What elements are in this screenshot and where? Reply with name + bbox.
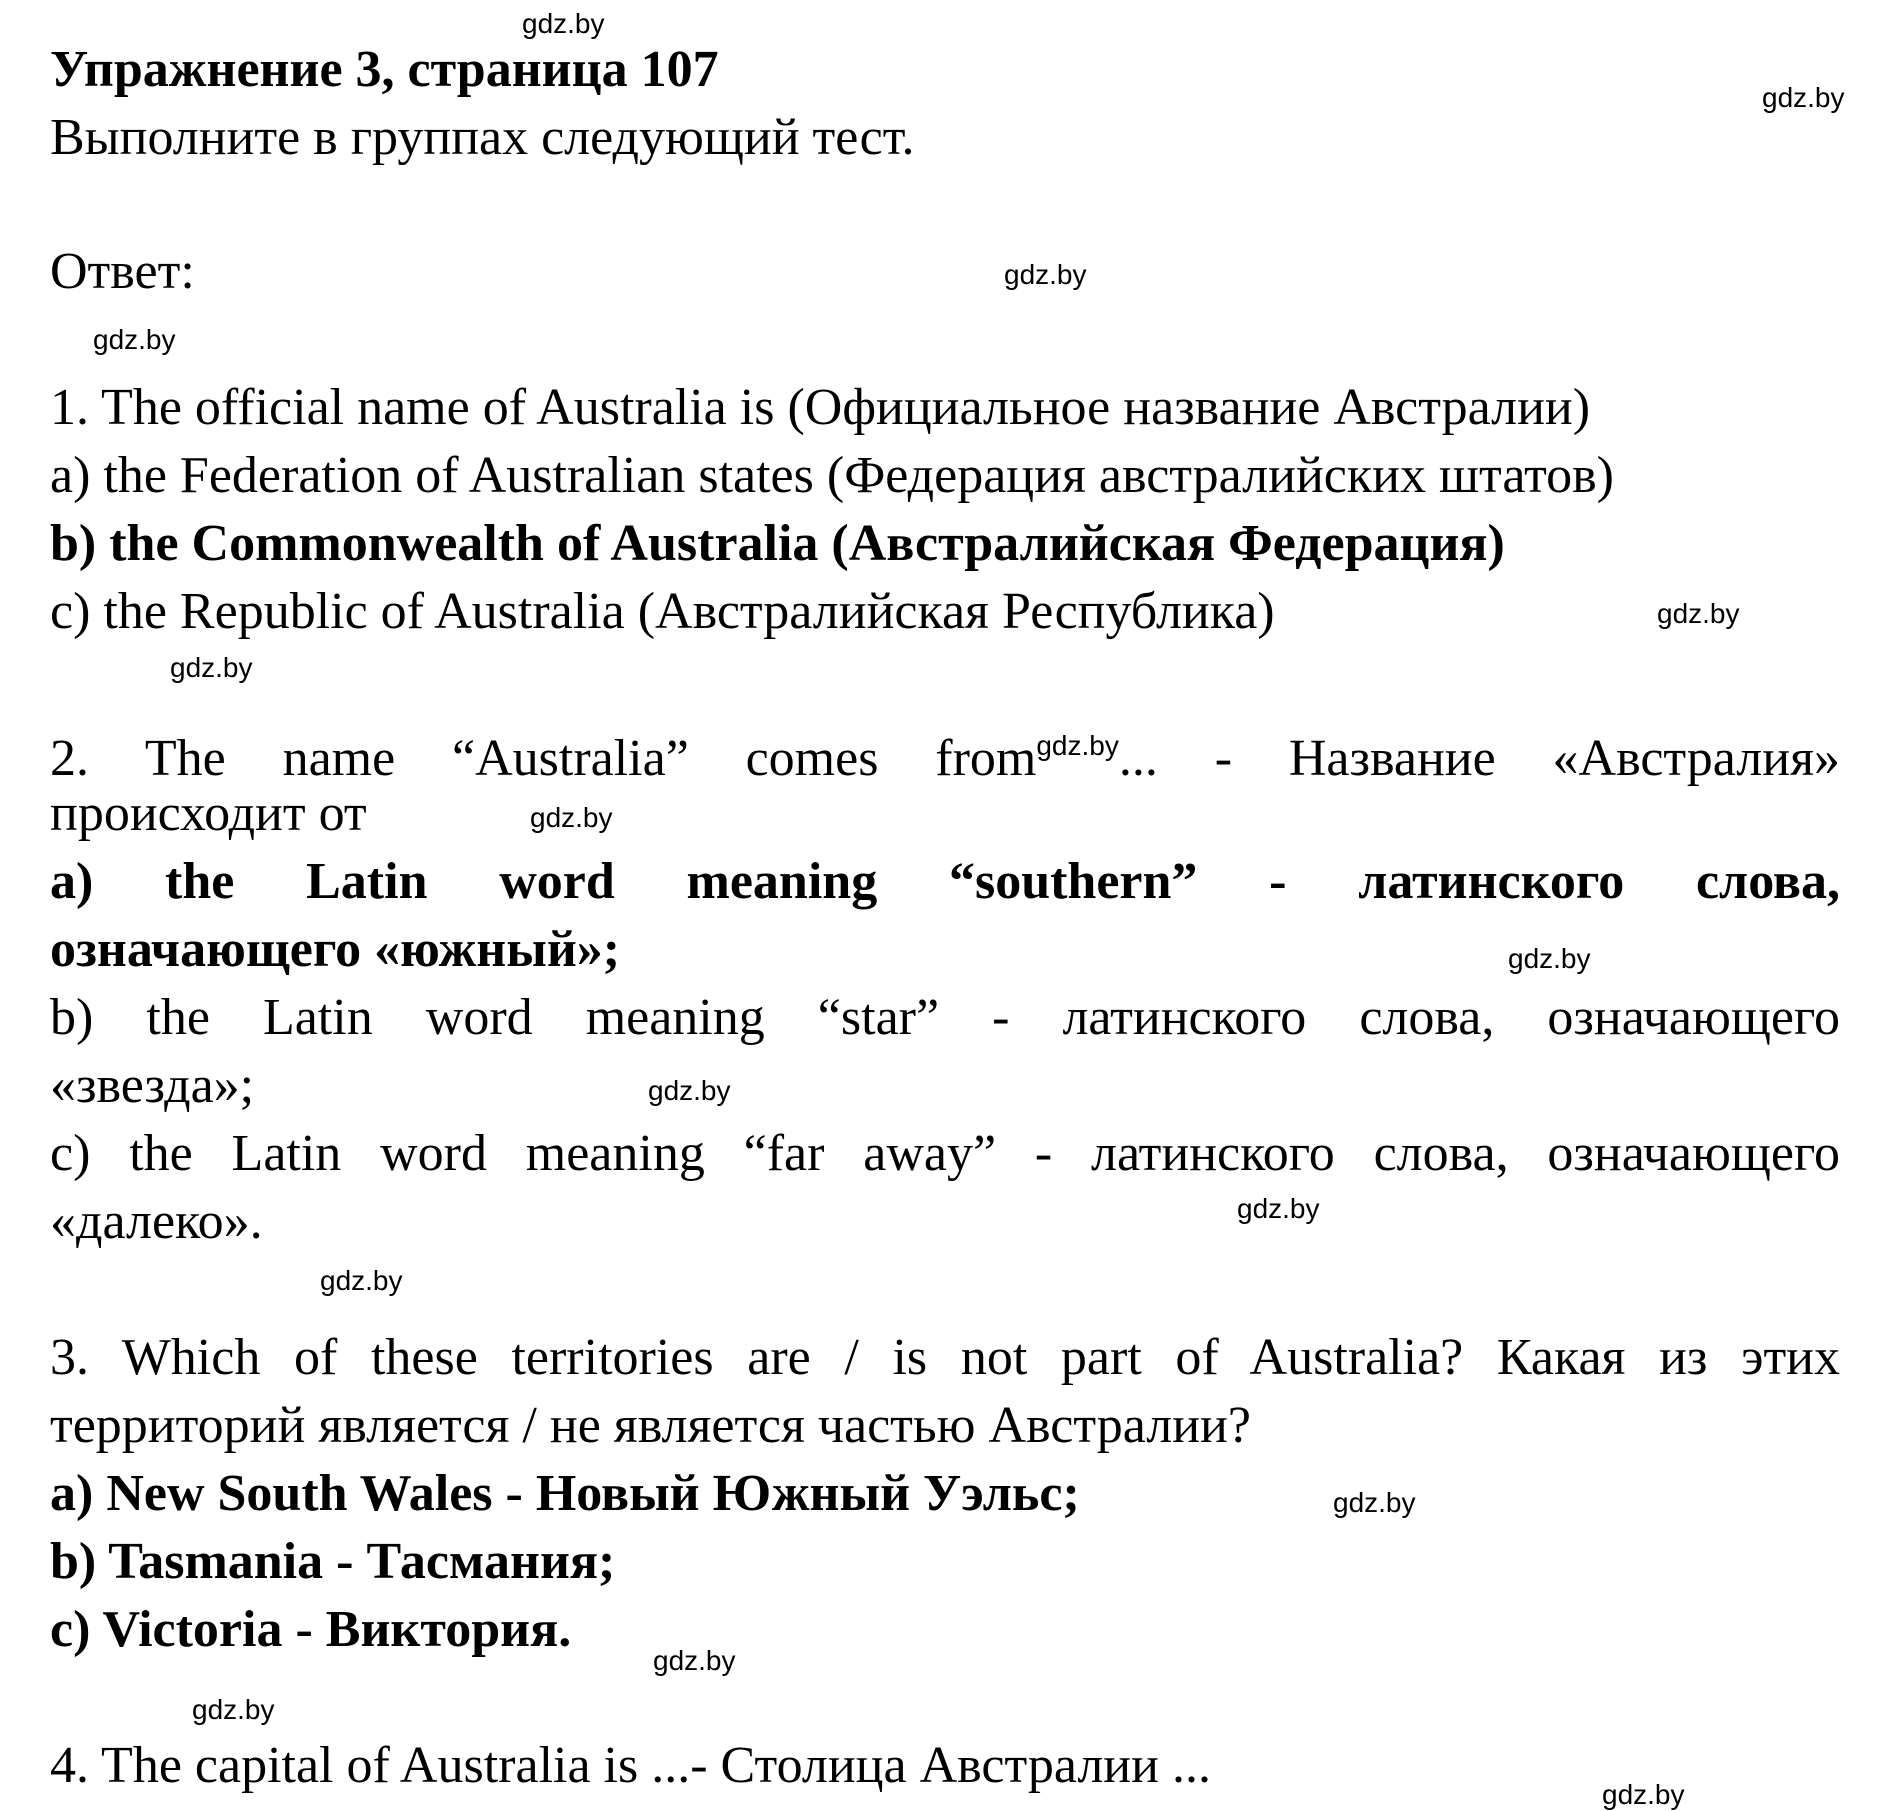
q2-option-b-line2: «звезда»; [50,1057,255,1114]
q2-option-a-line2: означающего «южный»; [50,921,621,978]
q1-option-b-correct: b) the Commonwealth of Australia (Австралийская Федерация) [50,515,1505,572]
watermark: gdz.by [1237,1193,1320,1224]
watermark: gdz.by [1508,943,1591,974]
watermark: gdz.by [1602,1779,1685,1810]
q4-question: 4. The capital of Australia is ...- Столица Австралии ... [50,1737,1211,1794]
watermark: gdz.by [530,802,613,833]
watermark: gdz.by [320,1265,403,1296]
watermark: gdz.by [192,1694,275,1725]
q3-option-b: b) Tasmania - Тасмания; [50,1533,616,1590]
instruction-text: Выполните в группах следующий тест. [50,109,915,166]
q3-question-line1: 3. Which of these territories are / is not part of Australia? Какая из этих [50,1329,1840,1386]
q2-question-line2: происходит от [50,785,367,842]
watermark: gdz.by [522,8,605,39]
watermark-inline: gdz.by [1036,730,1119,761]
q1-question: 1. The official name of Australia is (Официальное название Австралии) [50,379,1591,436]
q3-option-c: c) Victoria - Виктория. [50,1601,572,1658]
q2-question-line1 [50,716,1840,789]
q3-question-line2: территорий является / не является частью Австралии? [50,1397,1251,1454]
watermark: gdz.by [648,1075,731,1106]
watermark: gdz.by [1004,259,1087,290]
q2-question-part1: 2. The name “Australia” comes from [50,730,1037,787]
watermark: gdz.by [1657,598,1740,629]
q1-option-a: a) the Federation of Australian states (Федерация австралийских штатов) [50,447,1614,504]
answer-label: Ответ: [50,243,195,300]
q2-question-part2: ... - Название «Австралия» [1118,730,1840,787]
watermark: gdz.by [93,324,176,355]
exercise-title: Упражнение 3, страница 107 [50,41,719,98]
q2-option-c-line1: c) the Latin word meaning “far away” - латинского слова, означающего [50,1125,1840,1182]
q3-option-a: a) New South Wales - Новый Южный Уэльс; [50,1465,1080,1522]
watermark: gdz.by [653,1645,736,1676]
watermark: gdz.by [170,652,253,683]
q1-option-c: c) the Republic of Australia (Австралийская Республика) [50,583,1275,640]
watermark: gdz.by [1333,1487,1416,1518]
q2-option-c-line2: «далеко». [50,1193,263,1250]
q2-option-b-line1: b) the Latin word meaning “star” - латинского слова, означающего [50,989,1840,1046]
watermark: gdz.by [1762,82,1845,113]
q2-option-a-line1: a) the Latin word meaning “southern” - латинского слова, [50,853,1840,910]
